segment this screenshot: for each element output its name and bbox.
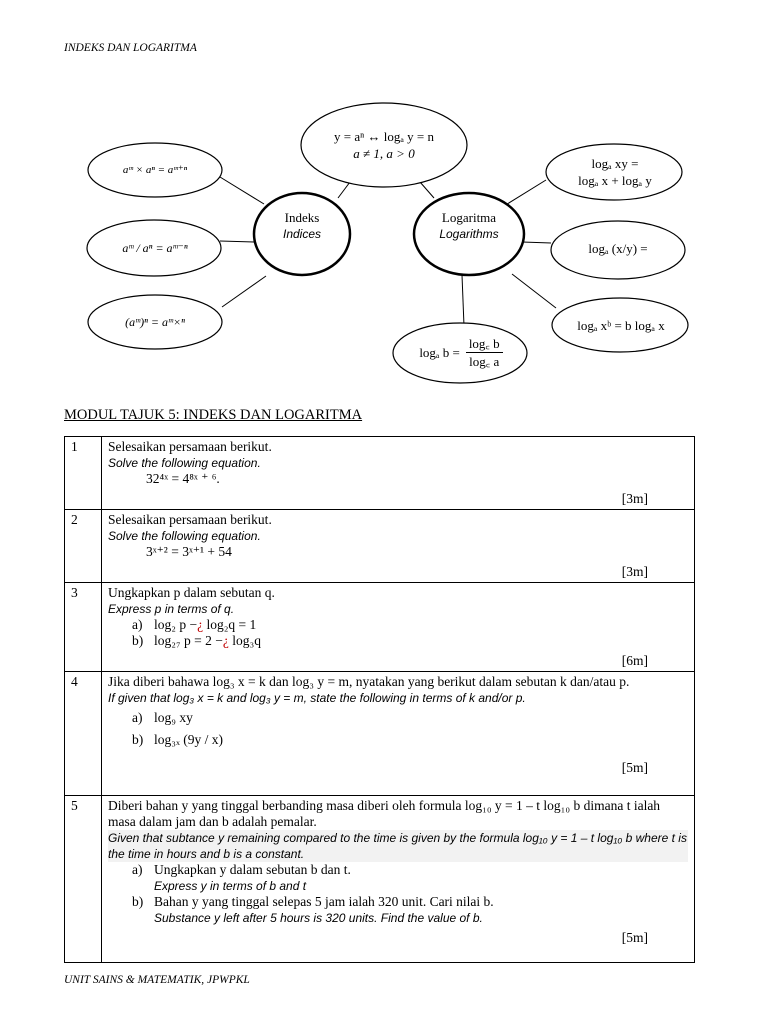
log-base-numerator: log꜀ b	[466, 335, 503, 353]
question-english: If given that log₃ x = k and log₃ y = m, state the following in terms of k and/or p.	[108, 691, 526, 705]
question-malay: Selesaikan persamaan berikut.	[108, 512, 272, 527]
log-power-rule: logₐ xᵇ = b logₐ x	[577, 317, 665, 333]
sub-question-label: a)	[132, 617, 143, 632]
module-title: MODUL TAJUK 5: INDEKS DAN LOGARITMA	[64, 407, 363, 423]
question-malay: Diberi bahan y yang tinggal berbanding masa diberi oleh formula log₁₀ y = 1 – t log₁₀ b dimana t ialah masa dalam jam dan b adalah pemalar.	[108, 798, 661, 829]
question-english: Solve the following equation.	[108, 529, 261, 543]
page-footer: UNIT SAINS & MATEMATIK, JPWPKL	[64, 974, 250, 986]
sub-question-text: log₂ p −	[154, 617, 198, 632]
question-marks: [5m]	[621, 930, 648, 945]
sub-question-malay: Bahan y yang tinggal selepas 5 jam ialah 320 unit. Cari nilai b.	[154, 894, 494, 909]
question-body	[102, 510, 695, 583]
question-equation: 32⁴ˣ = 4⁸ˣ ⁺ ⁶.	[146, 471, 220, 486]
question-marks: [3m]	[621, 564, 648, 579]
broken-glyph: ¿	[222, 633, 229, 648]
sub-question-label: b)	[132, 633, 144, 648]
center-top-node	[304, 124, 464, 166]
sub-question-list	[108, 862, 688, 926]
question-malay: Ungkapkan p dalam sebutan q.	[108, 585, 275, 600]
question-body	[102, 437, 695, 510]
sub-question-label: b)	[132, 894, 144, 909]
question-body	[102, 583, 695, 672]
sub-question-text: log₃ₓ (9y / x)	[154, 732, 223, 747]
question-english: Given that subtance y remaining compared to the time is given by the formula log₁₀ y = 1 – t log₁₀ b where t is the time in hours and b is a constant.	[108, 831, 687, 861]
rule-mult: aᵐ × aⁿ = aᵐ⁺ⁿ	[122, 163, 188, 176]
question-body	[102, 672, 695, 796]
rule-pow: (aᵐ)ⁿ = aᵐ×ⁿ	[125, 314, 185, 329]
table-row	[65, 796, 695, 963]
question-number: 1	[65, 437, 102, 510]
sub-question-label: a)	[132, 862, 143, 877]
table-row	[65, 672, 695, 796]
sub-question-english: Express y in terms of b and t	[154, 879, 307, 893]
question-body	[102, 796, 695, 963]
table-row	[65, 437, 695, 510]
logaritma-label: Logaritma	[441, 210, 497, 225]
sub-question-english: Substance y left after 5 hours is 320 units. Find the value of b.	[154, 911, 483, 925]
sub-question-text: log₂₇ p = 2 −	[154, 633, 223, 648]
question-equation: 3ˣ⁺² = 3ˣ⁺¹ + 54	[146, 544, 232, 559]
sub-question	[132, 732, 688, 748]
sub-question-malay: Ungkapkan y dalam sebutan b dan t.	[154, 862, 351, 877]
table-row	[65, 583, 695, 672]
questions-table	[64, 436, 695, 963]
sub-question-text-end: log₃q	[228, 633, 261, 648]
question-malay: Jika diberi bahawa log₃ x = k dan log₃ y = m, nyatakan yang berikut dalam sebutan k dan/atau p.	[108, 674, 630, 689]
sub-question-text: log₉ xy	[154, 710, 193, 725]
table-row	[65, 510, 695, 583]
indices-label: Indices	[282, 227, 322, 241]
sub-question	[132, 617, 688, 633]
log-base-fraction	[466, 335, 503, 370]
log-product-rule	[550, 154, 680, 190]
log-product-line2: logₐ x + logₐ y	[578, 173, 652, 188]
question-marks: [5m]	[621, 760, 648, 775]
broken-glyph: ¿	[197, 617, 204, 632]
sub-question	[132, 894, 688, 926]
question-number: 2	[65, 510, 102, 583]
question-english: Express p in terms of q.	[108, 602, 235, 616]
log-base-left: logₐ b =	[419, 344, 460, 360]
sub-question-list	[108, 617, 688, 649]
page-header: INDEKS DAN LOGARITMA	[64, 42, 197, 54]
sub-question	[132, 633, 688, 649]
sub-question	[132, 710, 688, 726]
sub-question-text-end: log₂q = 1	[203, 617, 257, 632]
question-marks: [3m]	[621, 491, 648, 506]
question-number: 4	[65, 672, 102, 796]
question-number: 5	[65, 796, 102, 963]
logaritma-node	[416, 208, 522, 244]
indeks-node	[256, 208, 348, 244]
sub-question	[132, 862, 688, 894]
mind-map-diagram	[0, 0, 768, 400]
center-top-line2: a ≠ 1, a > 0	[353, 146, 415, 161]
center-top-line1: y = aⁿ ↔ logₐ y = n	[334, 129, 434, 144]
question-number: 3	[65, 583, 102, 672]
rule-div: aᵐ / aⁿ = aᵐ⁻ⁿ	[122, 240, 188, 255]
log-base-change-rule	[398, 332, 524, 372]
indeks-label: Indeks	[284, 210, 320, 225]
log-product-line1: logₐ xy =	[591, 156, 639, 171]
logarithms-label: Logarithms	[439, 227, 499, 241]
log-quotient-rule: logₐ (x/y) =	[588, 240, 648, 256]
sub-question-label: b)	[132, 732, 144, 747]
question-malay: Selesaikan persamaan berikut.	[108, 439, 272, 454]
log-base-denominator: log꜀ a	[469, 353, 500, 369]
sub-question-label: a)	[132, 710, 143, 725]
question-marks: [6m]	[621, 653, 648, 668]
sub-question-list	[108, 710, 688, 748]
question-english: Solve the following equation.	[108, 456, 261, 470]
